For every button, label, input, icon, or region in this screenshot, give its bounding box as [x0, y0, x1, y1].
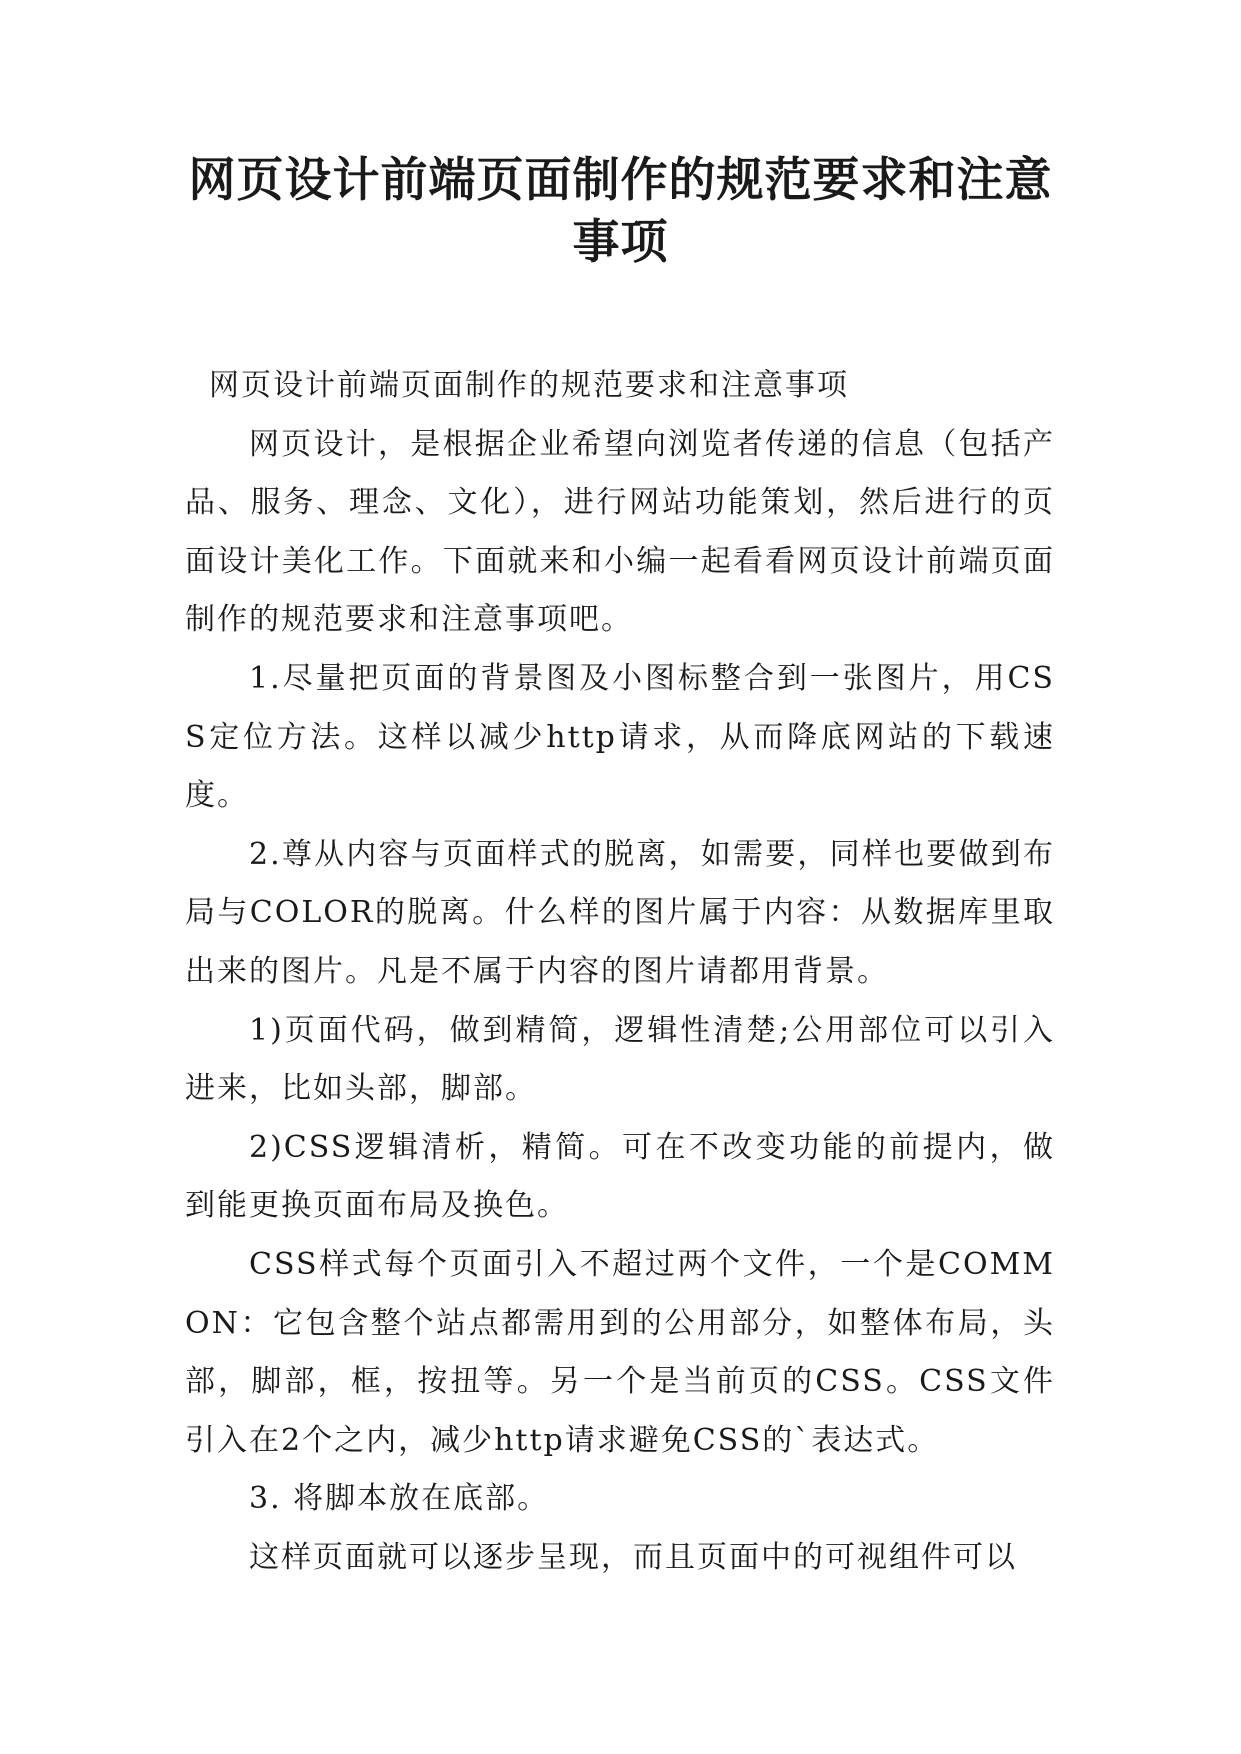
intro-paragraph: 网页设计，是根据企业希望向浏览者传递的信息（包括产品、服务、理念、文化），进行网站功能策划，然后进行的页面设计美化工作。下面就来和小编一起看看网页设计前端页面制作的规范要求和注意事项吧。 [185, 426, 1055, 638]
document-body [185, 357, 1055, 1587]
paragraph-css-files: CSS样式每个页面引入不超过两个文件，一个是COMMON：它包含整个站点都需用到的公用部分，如整体布局，头部，脚部，框，按扭等。另一个是当前页的CSS。CSS文件引入在2个之内，减少http请求避免CSS的`表达式。 [185, 1246, 1055, 1458]
title-line-1: 网页设计前端页面制作的规范要求和注意 [188, 153, 1053, 208]
paragraph-scripts: 这样页面就可以逐步呈现，而且页面中的可视组件可以 [249, 1539, 1017, 1575]
title-line-2: 事项 [572, 215, 669, 270]
document-title [150, 150, 1091, 274]
paragraph-sub-2: 2)CSS逻辑清析，精简。可在不改变功能的前提内，做到能更换页面布局及换色。 [185, 1129, 1055, 1224]
paragraph-sub-1: 1)页面代码，做到精简，逻辑性清楚;公用部位可以引入进来，比如头部，脚部。 [185, 1012, 1055, 1107]
paragraph-item-3: 3. 将脚本放在底部。 [249, 1481, 550, 1517]
subtitle-paragraph: 网页设计前端页面制作的规范要求和注意事项 [209, 368, 849, 403]
paragraph-item-1: 1.尽量把页面的背景图及小图标整合到一张图片，用CSS定位方法。这样以减少http请求，从而降底网站的下载速度。 [185, 660, 1055, 814]
paragraph-item-2: 2.尊从内容与页面样式的脱离，如需要，同样也要做到布局与COLOR的脱离。什么样的图片属于内容：从数据库里取出来的图片。凡是不属于内容的图片请都用背景。 [185, 836, 1055, 989]
